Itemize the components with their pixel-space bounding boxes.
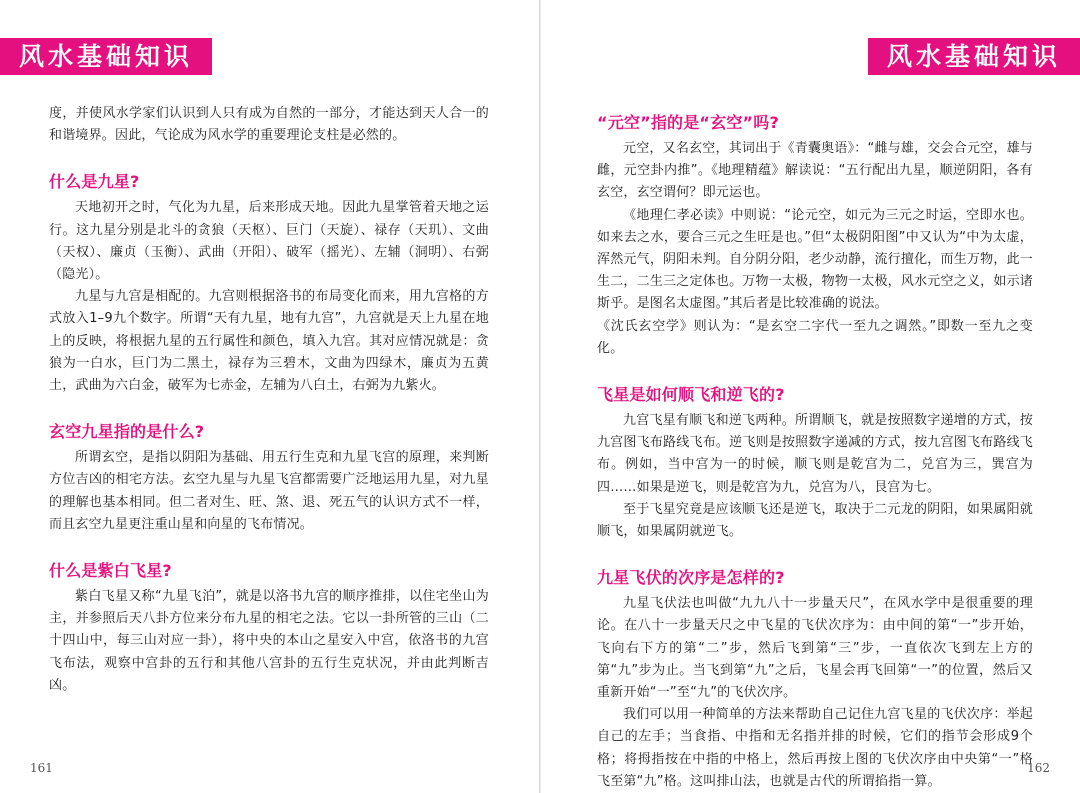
body-paragraph: 紫白飞星又称“九星飞泊”，就是以洛书九宫的顺序推排，以住宅坐山为主，并参照后天八卦方位来分布九星的相宅之法。它以一卦所管的三山（二十四山中，每三山对应一卦），将中央的本山之星安入中宫，依洛书的九宫飞布法，观察中宫卦的五行和其他八宫卦的五行生克状况，并由此判断吉凶。	[49, 589, 489, 693]
page-number-left: 161	[30, 761, 53, 775]
body-paragraph: 至于飞星究竟是应该顺飞还是逆飞，取决于二元龙的阴阳，如果属阳就顺飞，如果属阴就逆飞。	[597, 501, 1033, 540]
section-heading: 飞星是如何顺飞和逆飞的?	[597, 385, 785, 405]
body-paragraph: 所谓玄空，是指以阴阳为基础、用五行生克和九星飞宫的原理，来判断方位吉凶的相宅方法。玄空九星与九星飞宫都需要广泛地运用九星，对九星的理解也基本相同。但二者对生、旺、煞、退、死五气的认识方式不一样，而且玄空九星更注重山星和向星的飞布情况。	[49, 450, 489, 532]
section-heading: 九星飞伏的次序是怎样的?	[597, 568, 785, 588]
page-number-right: 162	[1027, 761, 1050, 775]
left-page-content	[49, 103, 489, 697]
section-heading: “元空”指的是“玄空”吗?	[597, 113, 779, 132]
body-paragraph: 九星飞伏法也叫做“九九八十一步量天尺”，在风水学中是很重要的理论。在八十一步量天尺之中飞星的飞伏次序为：由中间的第“一”步开始，飞向右下方的第“二”步，然后飞到第“三”步，一直依次飞到左上方的第“九”步为止。当飞到第“九”之后，飞星会再飞回第“一”的位置，然后又重新开始“一”至“九”的飞伏次序。	[597, 596, 1033, 701]
intro-paragraph: 度，并使风水学家们认识到人只有成为自然的一部分，才能达到天人合一的和谐境界。因此，气论成为风水学的重要理论支柱是必然的。	[49, 106, 489, 144]
body-paragraph: 九宫飞星有顺飞和逆飞两种。所谓顺飞，就是按照数字递增的方式，按九宫图飞布路线飞布。逆飞则是按照数字递减的方式，按九宫图飞布路线飞布。例如，当中宫为一的时候，顺飞则是乾宫为二，兑宫为三，巽宫为四……如果是逆飞，则是乾宫为九，兑宫为八，艮宫为七。	[597, 413, 1033, 495]
right-page	[541, 0, 1080, 793]
body-paragraph: 我们可以用一种简单的方法来帮助自己记住九宫飞星的飞伏次序：举起自己的左手；当食指、中指和无名指并排的时候，它们的指节会形成9个格；将拇指按在中指的中格上，然后再按上图的飞伏次序由中央第“一”格飞至第“九”格。这叫排山法，也就是古代的所谓掐指一算。	[597, 707, 1033, 789]
left-page	[0, 0, 539, 793]
left-banner-title: 风水基础知识	[0, 38, 212, 75]
body-paragraph: 九星与九宫是相配的。九宫则根据洛书的布局变化而来，用九宫格的方式放入1–9九个数字。所谓“天有九星，地有九宫”，九宫就是天上九星在地上的反映，将根据九星的五行属性和颜色，填入九宫。其对应情况就是：贪狼为一白水，巨门为二黑土，禄存为三碧木，文曲为四绿木，廉贞为五黄土，武曲为六白金，破军为七赤金，左辅为八白土，右弼为九紫火。	[49, 289, 489, 394]
section-heading: 什么是紫白飞星?	[49, 561, 172, 581]
section-heading: 玄空九星指的是什么?	[49, 422, 205, 442]
body-paragraph: 天地初开之时，气化为九星，后来形成天地。因此九星掌管着天地之运行。这九星分别是北斗的贪狼（天枢）、巨门（天旋）、禄存（天玑）、文曲（天权）、廉贞（玉衡）、武曲（开阳）、破军（摇光）、左辅（洞明）、右弼（隐光）。	[49, 200, 489, 283]
body-paragraph: 元空，又名玄空，其词出于《青囊奥语》：“雌与雄，交会合元空，雄与雌，元空卦内推”。《地理精蕴》解读说：“五行配出九星，顺逆阴阳，各有玄空，玄空谓何？即元运也。	[597, 141, 1033, 201]
right-banner-title: 风水基础知识	[868, 38, 1080, 75]
right-page-content	[597, 112, 1033, 793]
body-paragraph: 《地理仁孝必读》中则说：“论元空，如元为三元之时运，空即水也。如来去之水，要合三元之生旺是也。”但“太极阴阳图”中又认为“中为太虚，浑然元气，阴阳未判。自分阴分阳，老少动静，流行擅化，而生万物，此一生二，二生三之定体也。万物一太极，物物一太极，风水元空之义，如示诸斯乎。是图名太虚图。”其后者是比较准确的说法。	[597, 207, 1033, 312]
body-paragraph: 《沈氏玄空学》则认为：“是玄空二字代一至九之调然。”即数一至九之变化。	[597, 318, 1033, 356]
section-heading: 什么是九星?	[49, 172, 140, 192]
